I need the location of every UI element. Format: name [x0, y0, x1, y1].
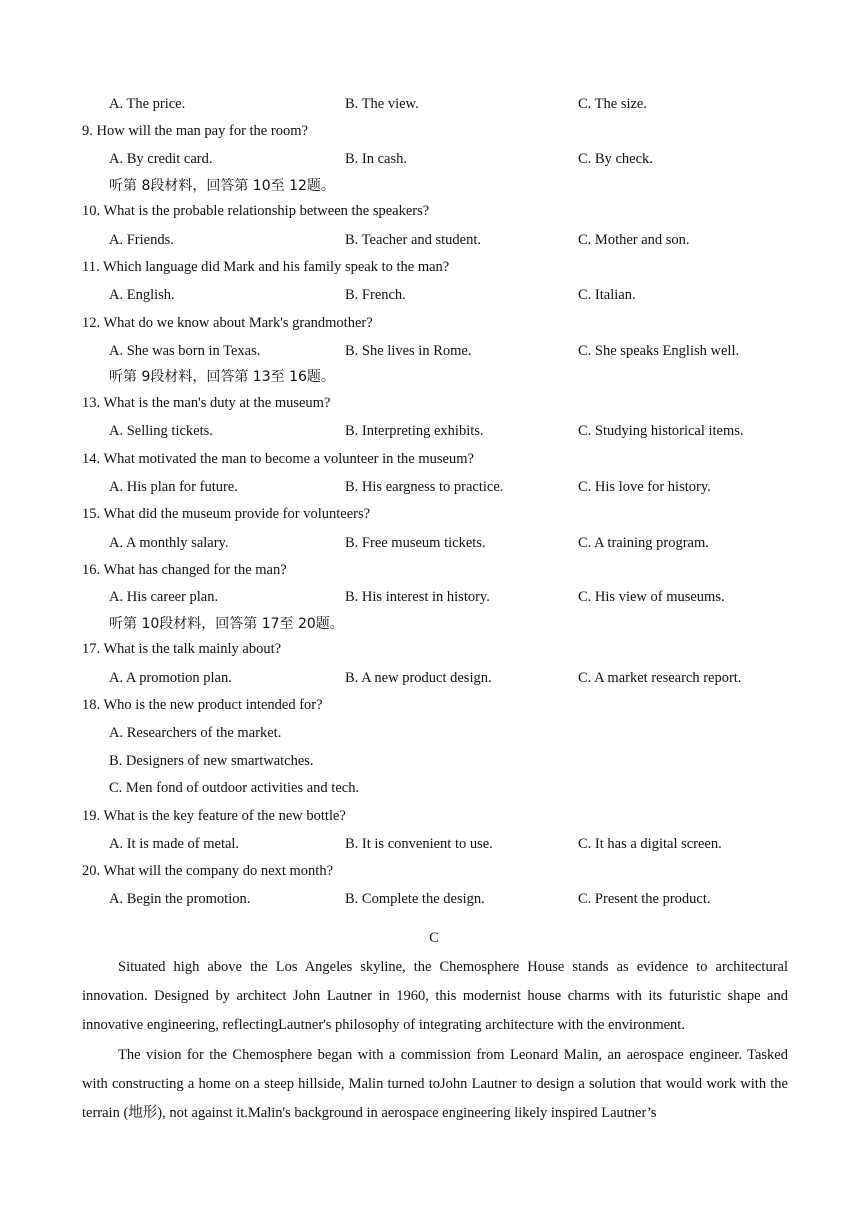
q10-option-b: B. Teacher and student.	[345, 232, 482, 248]
question-15: 15. What did the museum provide for volunteers?	[82, 506, 371, 522]
q19-option-a: A. It is made of metal.	[109, 836, 240, 852]
q10-option-a: A. Friends.	[109, 232, 174, 248]
q8-option-b: B. The view.	[345, 96, 419, 112]
question-13: 13. What is the man's duty at the museum?	[82, 395, 331, 411]
q15-option-a: A. A monthly salary.	[109, 535, 229, 551]
q17-option-c: C. A market research report.	[578, 670, 742, 686]
q15-option-b: B. Free museum tickets.	[345, 535, 486, 551]
q9-option-c: C. By check.	[578, 151, 653, 167]
q14-option-a: A. His plan for future.	[109, 479, 238, 495]
q13-option-a: A. Selling tickets.	[109, 423, 213, 439]
q9-option-b: B. In cash.	[345, 151, 408, 167]
passage-paragraph-2: The vision for the Chemosphere began with a commission from Leonard Malin, an aerospace engineer. Tasked with constructing a home on a steep hillside, Malin turned toJohn Lautner to design a solution that would work with the terrain (地形), not against it.Malin's background in aerospace engineering likely inspired Lautner’s	[82, 1047, 788, 1121]
q12-option-a: A. She was born in Texas.	[109, 343, 261, 359]
q16-option-b: B. His interest in history.	[345, 589, 490, 605]
q18-option-c: C. Men fond of outdoor activities and tech.	[109, 780, 360, 796]
q10-option-c: C. Mother and son.	[578, 232, 690, 248]
passage-title: C	[429, 930, 439, 946]
q20-option-a: A. Begin the promotion.	[109, 891, 251, 907]
question-17: 17. What is the talk mainly about?	[82, 641, 282, 657]
q13-option-b: B. Interpreting exhibits.	[345, 423, 484, 439]
question-11: 11. Which language did Mark and his family speak to the man?	[82, 259, 450, 275]
q14-option-c: C. His love for history.	[578, 479, 711, 495]
question-20: 20. What will the company do next month?	[82, 863, 334, 879]
q18-option-a: A. Researchers of the market.	[109, 725, 282, 741]
section-instruction-8: 听第 8段材料，回答第 10至 12题。	[109, 178, 335, 194]
q11-option-c: C. Italian.	[578, 287, 636, 303]
q20-option-c: C. Present the product.	[578, 891, 711, 907]
q12-option-c: C. She speaks English well.	[578, 343, 740, 359]
q19-option-c: C. It has a digital screen.	[578, 836, 722, 852]
question-16: 16. What has changed for the man?	[82, 562, 287, 578]
passage-paragraph-1: Situated high above the Los Angeles skyline, the Chemosphere House stands as evidence to architectural innovation. Designed by architect John Lautner in 1960, this modernist house charms with its futuristic shape and innovative engineering, reflectingLautner's philosophy of integrating architecture with the environment.	[82, 959, 788, 1033]
question-18: 18. Who is the new product intended for?	[82, 697, 323, 713]
q11-option-b: B. French.	[345, 287, 406, 303]
q13-option-c: C. Studying historical items.	[578, 423, 744, 439]
question-10: 10. What is the probable relationship between the speakers?	[82, 203, 430, 219]
q8-option-a: A. The price.	[109, 96, 186, 112]
question-9: 9. How will the man pay for the room?	[82, 123, 308, 139]
q17-option-b: B. A new product design.	[345, 670, 492, 686]
q18-option-b: B. Designers of new smartwatches.	[109, 753, 314, 769]
q16-option-c: C. His view of museums.	[578, 589, 725, 605]
question-14: 14. What motivated the man to become a volunteer in the museum?	[82, 451, 474, 467]
q11-option-a: A. English.	[109, 287, 175, 303]
q20-option-b: B. Complete the design.	[345, 891, 485, 907]
q17-option-a: A. A promotion plan.	[109, 670, 232, 686]
section-instruction-9: 听第 9段材料，回答第 13至 16题。	[109, 369, 335, 385]
q15-option-c: C. A training program.	[578, 535, 709, 551]
q8-option-c: C. The size.	[578, 96, 647, 112]
section-instruction-10: 听第 10段材料，回答第 17至 20题。	[109, 616, 344, 632]
q9-option-a: A. By credit card.	[109, 151, 213, 167]
question-12: 12. What do we know about Mark's grandmother?	[82, 315, 373, 331]
q19-option-b: B. It is convenient to use.	[345, 836, 493, 852]
q12-option-b: B. She lives in Rome.	[345, 343, 472, 359]
q16-option-a: A. His career plan.	[109, 589, 219, 605]
question-19: 19. What is the key feature of the new bottle?	[82, 808, 346, 824]
q14-option-b: B. His eargness to practice.	[345, 479, 504, 495]
